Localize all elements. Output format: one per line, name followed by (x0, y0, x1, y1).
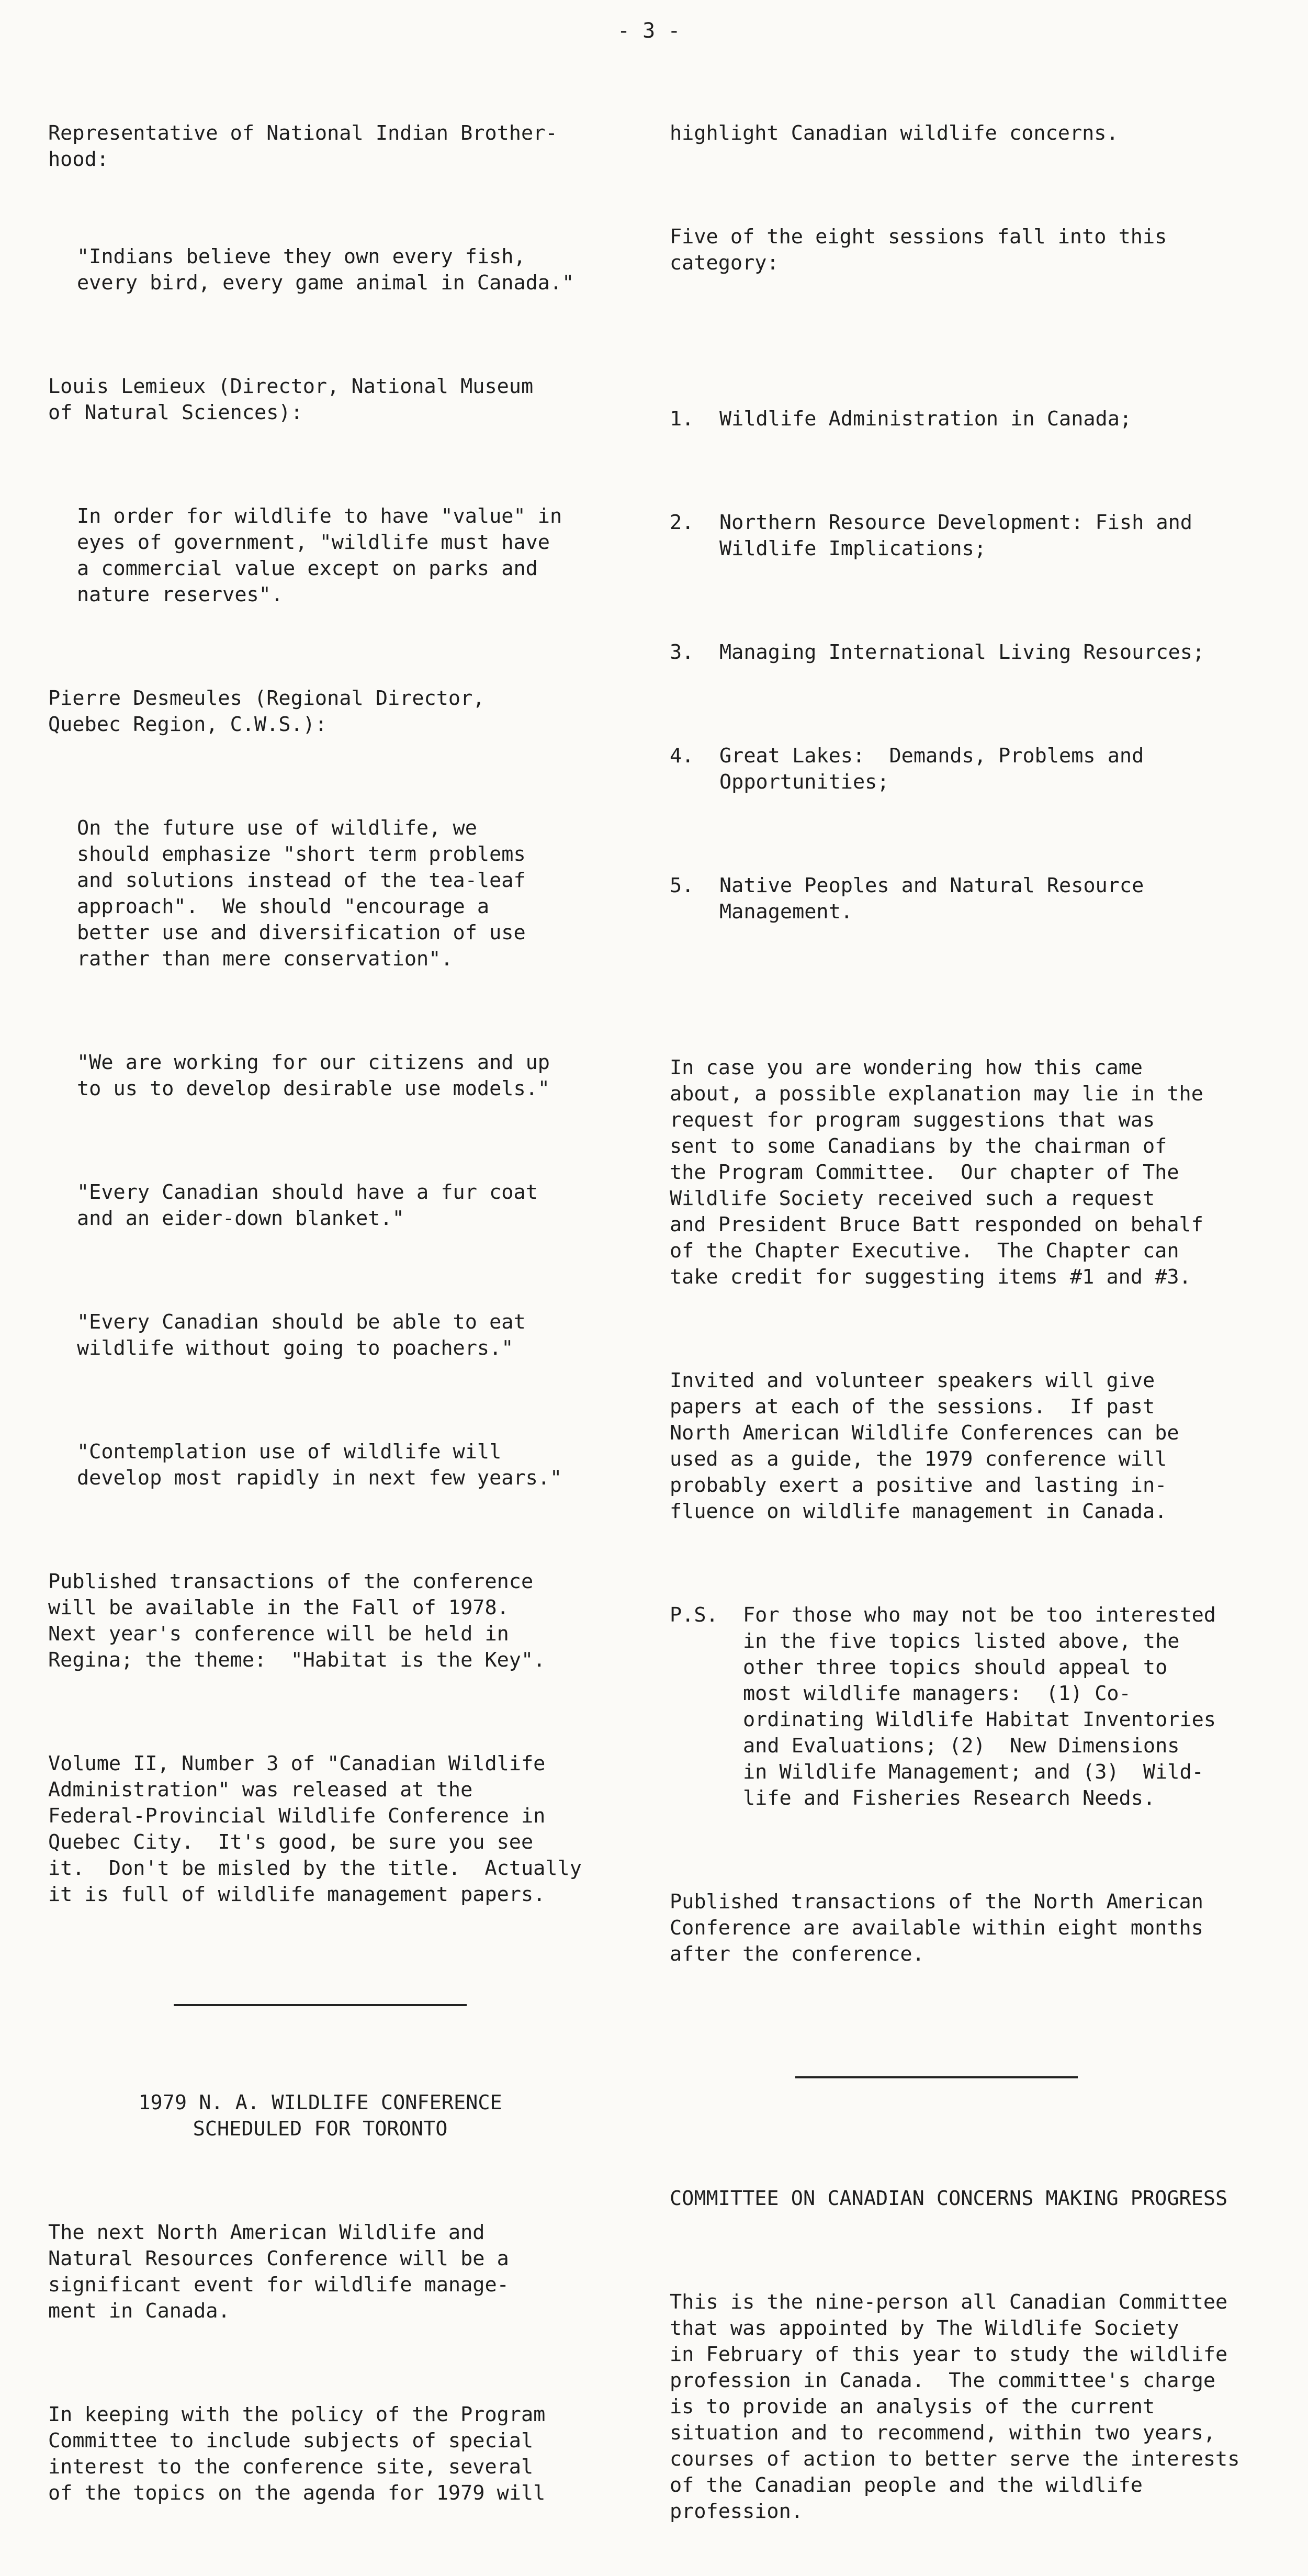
session-item (670, 406, 1266, 432)
session-text: Great Lakes: Demands, Problems and Opportunities; (719, 744, 1144, 794)
nib-quote: "Indians believe they own every fish, every bird, every game animal in Canada." (77, 245, 574, 295)
next-conference-paragraph: The next North American Wildlife and Natural Resources Conference will be a significant event for wildlife manage- ment in Canada. (48, 2221, 509, 2323)
session-item (670, 743, 1266, 795)
highlight-line: highlight Canadian wildlife concerns. (670, 121, 1119, 145)
published-na-paragraph: Published transactions of the North American Conference are available within eight months after the conference. (670, 1890, 1203, 1966)
right-column (670, 68, 1266, 2576)
session-list (670, 354, 1266, 1003)
ps-label: P.S. (670, 1603, 718, 1627)
wondering-paragraph: In case you are wondering how this came about, a possible explanation may lie in the request for program suggestions that was sent to some Canadians by the chairman of the Program Committee. Our chapter of The Wildlife Society received such a request and President Bruce Batt responded on behalf of the Chapter Executive. The Chapter can take credit for suggesting items #1 and #3. (670, 1056, 1203, 1289)
transactions-paragraph: Published transactions of the conference will be available in the Fall of 1978. Next year's conference will be held in Regina; the theme: "Habitat is the Key". (48, 1570, 546, 1672)
session-number: 1. (670, 407, 694, 431)
invited-paragraph: Invited and volunteer speakers will give papers at each of the sessions. If past North American Wildlife Conferences can be used as a guide, the 1979 conference will probably exert a positive and lasting in- fluence on wildlife management in Canada. (670, 1369, 1179, 1523)
session-item (670, 873, 1266, 925)
session-number: 5. (670, 874, 694, 897)
page-number: - 3 - (617, 19, 681, 43)
nib-intro: Representative of National Indian Brother- hood: (48, 121, 558, 171)
desmeules-intro: Pierre Desmeules (Regional Director, Quebec Region, C.W.S.): (48, 687, 485, 736)
desmeules-quote-1: On the future use of wildlife, we should emphasize "short term problems and solutions instead of the tea-leaf approach". We should "encourage a better use and diversification of use rather than mere conservation". (77, 816, 526, 971)
session-text: Managing International Living Resources; (719, 640, 1205, 664)
committee-headline: COMMITTEE ON CANADIAN CONCERNS MAKING PROGRESS (670, 2187, 1228, 2210)
conference-headline: 1979 N. A. WILDLIFE CONFERENCE SCHEDULED FOR TORONTO (138, 2091, 502, 2141)
session-number: 3. (670, 640, 694, 664)
section-divider (795, 2076, 1078, 2078)
desmeules-quote-3: "Every Canadian should have a fur coat and an eider-down blanket." (77, 1180, 538, 1230)
postscript (670, 1602, 1266, 1812)
desmeules-quote-5: "Contemplation use of wildlife will develop most rapidly in next few years." (77, 1440, 562, 1490)
session-text: Wildlife Administration in Canada; (719, 407, 1132, 431)
ps-text: For those who may not be too interested in the five topics listed above, the other three topics should appeal to most wildlife managers: (1) Co- ordinating Wildlife Habitat Inventories and Evaluations; (2) New Dimensions in Wildlife Management; and (3) Wild- life and Fisheries Research Needs. (743, 1603, 1216, 1810)
five-of-eight-paragraph: Five of the eight sessions fall into this category: (670, 225, 1167, 275)
lemieux-intro: Louis Lemieux (Director, National Museum of Natural Sciences): (48, 375, 534, 424)
session-item (670, 639, 1266, 666)
desmeules-quote-2: "We are working for our citizens and up to us to develop desirable use models." (77, 1051, 550, 1100)
session-number: 4. (670, 744, 694, 768)
session-number: 2. (670, 511, 694, 534)
policy-paragraph: In keeping with the policy of the Program Committee to include subjects of special interest to the conference site, several of the topics on the agenda for 1979 will (48, 2403, 546, 2505)
left-column (48, 68, 645, 2558)
committee-paragraph: This is the nine-person all Canadian Committee that was appointed by The Wildlife Society in February of this year to study the wildlife profession in Canada. The committee's charge is to provide an analysis of the current situation and to recommend, within two years, courses of action to better serve the interests of the Canadian people and the wildlife profession. (670, 2290, 1240, 2523)
session-text: Northern Resource Development: Fish and Wildlife Implications; (719, 511, 1192, 560)
session-text: Native Peoples and Natural Resource Management. (719, 874, 1144, 924)
session-item (670, 510, 1266, 562)
section-divider (174, 2004, 467, 2006)
desmeules-quote-4: "Every Canadian should be able to eat wildlife without going to poachers." (77, 1310, 526, 1360)
volume-paragraph: Volume II, Number 3 of "Canadian Wildlife Administration" was released at the Federal-Provincial Wildlife Conference in Quebec City. It's good, be sure you see it. Don't be misled by the title. Actually it is full of wildlife management papers. (48, 1752, 582, 1906)
lemieux-quote: In order for wildlife to have "value" in eyes of government, "wildlife must have a commercial value except on parks and nature reserves". (77, 504, 562, 606)
